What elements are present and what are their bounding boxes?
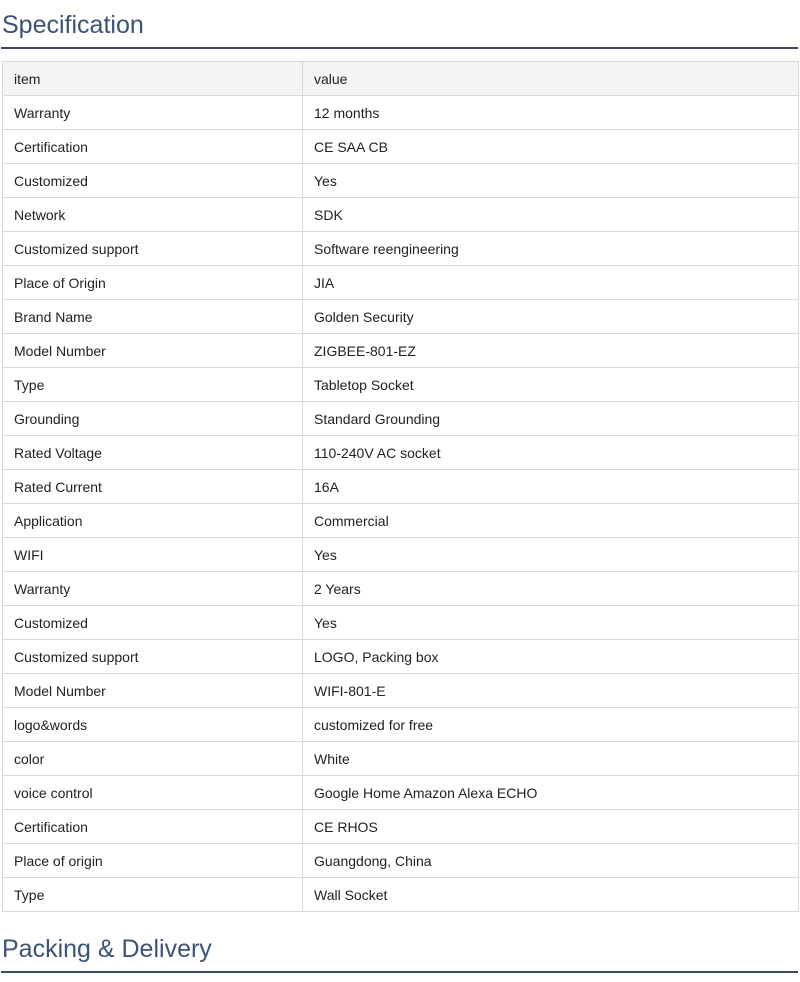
item-cell: Brand Name [3,300,303,334]
item-cell: Model Number [3,674,303,708]
packing-delivery-divider [1,971,798,973]
item-cell: Certification [3,130,303,164]
table-row [3,606,799,640]
value-cell: CE SAA CB [303,130,799,164]
item-cell: Place of origin [3,844,303,878]
table-row [3,504,799,538]
value-cell: Software reengineering [303,232,799,266]
item-cell: color [3,742,303,776]
table-row [3,878,799,912]
table-row [3,130,799,164]
value-cell: JIA [303,266,799,300]
specification-title: Specification [2,11,144,39]
value-cell: Wall Socket [303,878,799,912]
table-row [3,640,799,674]
item-cell: Type [3,878,303,912]
item-cell: Customized support [3,640,303,674]
item-cell: Type [3,368,303,402]
table-row [3,742,799,776]
value-cell: Yes [303,164,799,198]
value-cell: Yes [303,538,799,572]
item-cell: Place of Origin [3,266,303,300]
table-row [3,844,799,878]
value-cell: Standard Grounding [303,402,799,436]
table-row [3,776,799,810]
item-cell: Warranty [3,96,303,130]
value-cell: CE RHOS [303,810,799,844]
value-cell: White [303,742,799,776]
item-cell: Grounding [3,402,303,436]
table-row [3,368,799,402]
value-cell: Google Home Amazon Alexa ECHO [303,776,799,810]
table-row [3,436,799,470]
table-row [3,334,799,368]
table-row [3,164,799,198]
table-row [3,198,799,232]
table-row [3,708,799,742]
item-cell: Network [3,198,303,232]
value-cell: SDK [303,198,799,232]
item-cell: voice control [3,776,303,810]
value-cell: Commercial [303,504,799,538]
item-cell: Application [3,504,303,538]
table-row [3,266,799,300]
item-cell: Customized [3,606,303,640]
item-cell: logo&words [3,708,303,742]
value-cell: 110-240V AC socket [303,436,799,470]
packing-delivery-title: Packing & Delivery [2,935,212,963]
table-row [3,538,799,572]
value-cell: Golden Security [303,300,799,334]
table-row [3,300,799,334]
value-cell: LOGO, Packing box [303,640,799,674]
specification-table-body [3,62,799,912]
item-cell: Customized support [3,232,303,266]
table-row [3,674,799,708]
item-cell: Customized [3,164,303,198]
header-item-cell: item [3,62,303,96]
header-value-cell: value [303,62,799,96]
table-row [3,232,799,266]
value-cell: 2 Years [303,572,799,606]
value-cell: Yes [303,606,799,640]
specification-divider [1,47,798,49]
table-row [3,96,799,130]
table-header-row [3,62,799,96]
item-cell: Certification [3,810,303,844]
value-cell: 16A [303,470,799,504]
table-row [3,572,799,606]
value-cell: 12 months [303,96,799,130]
item-cell: Warranty [3,572,303,606]
item-cell: WIFI [3,538,303,572]
value-cell: Tabletop Socket [303,368,799,402]
value-cell: ZIGBEE-801-EZ [303,334,799,368]
value-cell: Guangdong, China [303,844,799,878]
table-row [3,402,799,436]
item-cell: Model Number [3,334,303,368]
item-cell: Rated Voltage [3,436,303,470]
specification-table [2,61,799,912]
value-cell: WIFI-801-E [303,674,799,708]
item-cell: Rated Current [3,470,303,504]
value-cell: customized for free [303,708,799,742]
table-row [3,470,799,504]
table-row [3,810,799,844]
